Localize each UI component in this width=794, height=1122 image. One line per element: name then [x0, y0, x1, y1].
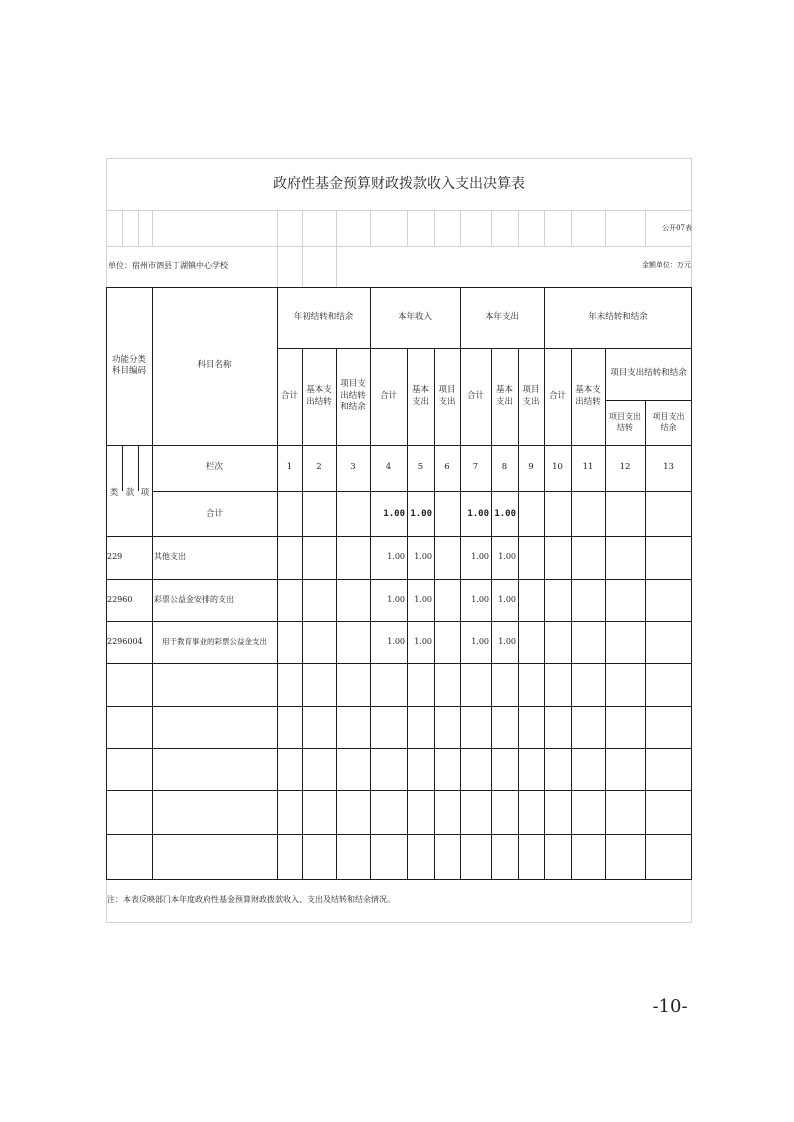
grid-line — [152, 491, 692, 492]
grid-line — [302, 210, 303, 246]
report-sheet — [106, 158, 692, 924]
grid-line — [106, 663, 692, 664]
row-code: 229 — [107, 552, 123, 562]
grid-line — [106, 706, 692, 707]
income-basic-header: 基本 支出 — [411, 385, 429, 407]
row-expense-basic: 1.00 — [498, 552, 516, 562]
income-total-header: 合计 — [379, 390, 397, 401]
xiang-header: 项 — [140, 488, 150, 499]
grid-line — [460, 210, 461, 246]
begin-total-header: 合计 — [280, 390, 298, 401]
total-income-basic: 1.00 — [410, 509, 432, 520]
column-number: 6 — [444, 462, 450, 473]
total-row-label: 合计 — [205, 508, 223, 519]
column-number: 11 — [582, 462, 594, 473]
column-number: 12 — [619, 462, 631, 473]
grid-line — [277, 210, 278, 246]
lei-header: 类 — [109, 488, 119, 499]
grid-line — [138, 210, 139, 246]
column-number: 5 — [417, 462, 424, 473]
begin-carry-group-header: 年初结转和结余 — [293, 311, 354, 322]
grid-line — [106, 922, 692, 923]
row-income-basic: 1.00 — [414, 636, 432, 646]
report-title: 政府性基金预算财政拨款收入支出决算表 — [273, 175, 525, 192]
kuan-header: 款 — [125, 488, 135, 499]
grid-line — [407, 210, 408, 246]
row-income-total: 1.00 — [387, 552, 405, 562]
end-total-header: 合计 — [548, 390, 566, 401]
grid-line — [336, 210, 337, 246]
expense-basic-header: 基本 支出 — [495, 385, 513, 407]
row-expense-basic: 1.00 — [498, 594, 516, 604]
grid-line — [370, 210, 371, 246]
column-index-label: 栏次 — [205, 462, 223, 473]
grid-line — [106, 246, 692, 247]
begin-basic-header: 基本支 出结转 — [306, 385, 332, 407]
func-code-header: 功能分类 科目编码 — [111, 354, 146, 376]
footnote: 注：本表反映部门本年度政府性基金预算财政拨款收入、支出及结转和结余情况。 — [107, 895, 395, 905]
grid-line — [434, 210, 435, 246]
expense-total-header: 合计 — [466, 390, 484, 401]
end-project-group-header: 项目支出结转和结余 — [610, 368, 687, 379]
row-name: 彩票公益金安排的支出 — [154, 594, 234, 604]
column-number: 8 — [501, 462, 508, 473]
row-expense-total: 1.00 — [471, 594, 489, 604]
amount-unit-label: 金额单位：万元 — [642, 261, 691, 270]
grid-line — [491, 210, 492, 246]
page-number: -10- — [652, 995, 688, 1017]
total-income-total: 1.00 — [383, 509, 405, 520]
end-basic-header: 基本支 出结转 — [575, 385, 601, 407]
column-number: 7 — [472, 462, 479, 473]
row-name: 其他支出 — [154, 552, 186, 562]
row-code: 22960 — [107, 594, 133, 604]
table-number: 公开07表 — [662, 224, 692, 233]
income-project-header: 项目 支出 — [438, 385, 456, 407]
grid-line — [106, 790, 692, 791]
total-expense-total: 1.00 — [467, 509, 489, 520]
column-number: 9 — [528, 462, 534, 473]
column-number: 2 — [316, 462, 322, 473]
subject-name-header: 科目名称 — [197, 360, 232, 371]
row-expense-total: 1.00 — [471, 636, 489, 646]
row-expense-total: 1.00 — [471, 552, 489, 562]
grid-line — [106, 748, 692, 749]
end-project-carry-header: 项目支出 结转 — [609, 411, 641, 432]
total-expense-basic: 1.00 — [494, 509, 516, 520]
end-carry-group-header: 年末结转和结余 — [588, 311, 648, 322]
begin-project-header: 项目支 出结转 和结余 — [340, 379, 366, 413]
column-number: 1 — [286, 462, 293, 473]
income-group-header: 本年收入 — [397, 311, 432, 322]
grid-line — [106, 834, 692, 835]
grid-line — [544, 210, 545, 246]
row-income-total: 1.00 — [387, 636, 405, 646]
expense-project-header: 项目 支出 — [522, 385, 540, 407]
grid-line — [571, 210, 572, 246]
grid-line — [605, 210, 606, 246]
grid-line — [518, 210, 519, 246]
column-number: 10 — [552, 462, 563, 473]
grid-line — [122, 210, 123, 246]
row-income-basic: 1.00 — [414, 594, 432, 604]
row-income-basic: 1.00 — [414, 552, 432, 562]
unit-label: 单位：宿州市泗县丁湖镇中心学校 — [108, 260, 228, 270]
row-expense-basic: 1.00 — [498, 636, 516, 646]
column-number: 3 — [350, 462, 356, 473]
grid-line — [336, 246, 337, 287]
end-project-surplus-header: 项目支出 结余 — [652, 411, 685, 432]
row-code: 2296004 — [107, 636, 143, 646]
column-number: 4 — [385, 462, 392, 473]
grid-line — [152, 210, 153, 246]
row-name: 用于教育事业的彩票公益金支出 — [162, 636, 267, 646]
expense-group-header: 本年支出 — [484, 311, 519, 322]
row-income-total: 1.00 — [387, 594, 405, 604]
column-number: 13 — [663, 462, 674, 473]
